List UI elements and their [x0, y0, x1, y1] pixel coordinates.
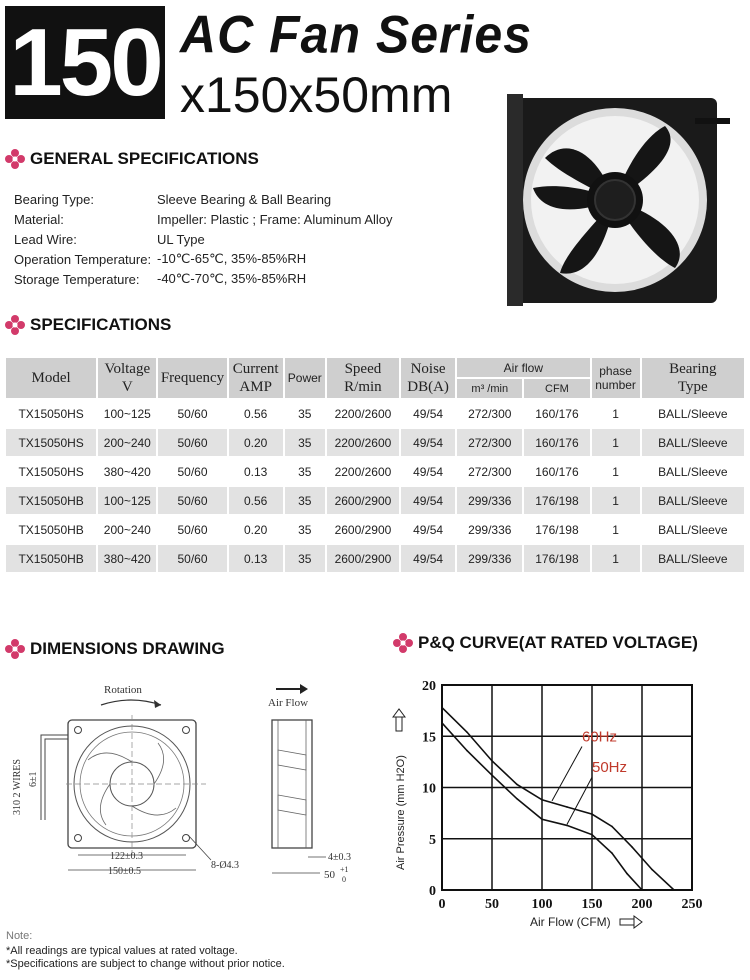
- pq-x-tick-label: 0: [438, 897, 446, 912]
- spec-row-bearing: [14, 189, 393, 209]
- flower-icon: [4, 314, 26, 336]
- pq-x-tick-label: 50: [485, 897, 499, 912]
- col-voltage-unit: V: [121, 379, 133, 395]
- cell-speed: 2200/2600: [327, 429, 399, 456]
- cell-airflow-cfm: 160/176: [524, 429, 589, 456]
- cell-phase: 1: [612, 522, 619, 537]
- pq-x-tick-label: 100: [531, 897, 553, 912]
- cell-bearing: BALL/Sleeve: [658, 406, 728, 421]
- cell-frequency: 50/60: [177, 464, 208, 479]
- col-airflow: Air flow: [457, 358, 589, 377]
- pq-series-label: 50Hz: [592, 759, 628, 777]
- depth-small-label: 4±0.3: [328, 852, 351, 863]
- spec-value: Impeller: Plastic ; Frame: Aluminum Alloy: [157, 211, 393, 227]
- pq-x-tick-label: 250: [681, 897, 703, 912]
- cell-noise: 49/54: [401, 487, 455, 514]
- rotation-label: Rotation: [104, 684, 142, 696]
- general-specs-list: [14, 189, 393, 289]
- pq-series-label: 60Hz: [582, 728, 618, 746]
- cell-phase: 1: [592, 429, 640, 456]
- cell-phase: 1: [612, 464, 619, 479]
- pq-point: [541, 818, 543, 820]
- pq-leader-line: [552, 747, 582, 801]
- cell-speed: 2600/2900: [334, 522, 392, 537]
- cell-frequency: 50/60: [158, 545, 226, 572]
- cell-power: 35: [285, 487, 325, 514]
- spec-table-body: [6, 400, 744, 572]
- flower-icon: [4, 638, 26, 660]
- pq-point: [611, 852, 613, 854]
- cell-power: 35: [298, 406, 312, 421]
- pq-point: [541, 799, 543, 801]
- pq-y-tick-label: 15: [422, 730, 436, 746]
- pq-chart: [380, 660, 745, 935]
- spec-table: [4, 356, 746, 574]
- pq-x-tick-label: 200: [631, 897, 653, 912]
- col-speed-label: Speed: [344, 361, 382, 377]
- cell-current: 0.20: [229, 429, 283, 456]
- col-current: [229, 358, 283, 398]
- table-row: [6, 545, 744, 572]
- cell-frequency: 50/60: [158, 429, 226, 456]
- cell-speed: 2600/2900: [327, 545, 399, 572]
- cell-voltage: 200~240: [98, 429, 156, 456]
- col-speed: [327, 358, 399, 398]
- pq-y-tick-label: 20: [422, 679, 436, 694]
- cell-frequency: 50/60: [177, 522, 208, 537]
- cell-speed: 2200/2600: [334, 464, 392, 479]
- cell-phase: 1: [592, 487, 640, 514]
- col-bearing: [642, 358, 744, 398]
- pq-point: [673, 889, 675, 891]
- cell-voltage: 380~420: [103, 464, 151, 479]
- notes: [6, 930, 285, 971]
- cell-power: 35: [298, 522, 312, 537]
- spec-label: Lead Wire:: [14, 231, 77, 247]
- pq-point: [466, 731, 468, 733]
- general-specs-title: GENERAL SPECIFICATIONS: [30, 149, 259, 168]
- spec-label: Operation Temperature:: [14, 251, 152, 267]
- cell-noise: 49/54: [401, 429, 455, 456]
- pq-leader-line: [567, 777, 592, 824]
- col-current-unit: AMP: [239, 379, 272, 395]
- pq-point: [591, 834, 593, 836]
- cell-noise: 49/54: [413, 464, 444, 479]
- col-voltage: [98, 358, 156, 398]
- pq-point: [566, 825, 568, 827]
- dimensions-title: DIMENSIONS DRAWING: [30, 639, 225, 658]
- cell-current: 0.56: [229, 487, 283, 514]
- cell-power: 35: [285, 545, 325, 572]
- pq-title: P&Q CURVE(AT RATED VOLTAGE): [418, 633, 698, 652]
- inner-width-label: 122±0.3: [110, 851, 143, 862]
- cell-phase: 1: [612, 406, 619, 421]
- general-specs-heading: [4, 148, 259, 170]
- cell-model: TX15050HS: [6, 429, 96, 456]
- cell-model: TX15050HS: [18, 406, 84, 421]
- spec-label: Material:: [14, 211, 64, 227]
- notes-label: Note:: [6, 930, 33, 942]
- cell-frequency: 50/60: [158, 487, 226, 514]
- x-arrow-icon: [620, 916, 642, 928]
- cell-airflow-cfm: 160/176: [535, 406, 579, 421]
- fan-product-photo: [505, 88, 730, 333]
- cell-model: TX15050HB: [18, 522, 84, 537]
- cell-power: 35: [298, 464, 312, 479]
- cell-airflow-m3: 299/336: [468, 522, 512, 537]
- pq-point: [491, 760, 493, 762]
- cell-power: 35: [285, 429, 325, 456]
- cell-voltage: 100~125: [98, 487, 156, 514]
- cell-bearing: BALL/Sleeve: [658, 464, 728, 479]
- pq-point: [441, 707, 443, 709]
- pq-point: [626, 873, 628, 875]
- col-phase: [592, 358, 640, 398]
- spec-row-storage-temp: [14, 269, 393, 289]
- pq-series-line: [442, 708, 674, 890]
- cell-airflow-m3: 272/300: [468, 464, 512, 479]
- cell-phase: 1: [592, 545, 640, 572]
- cell-airflow-m3: 299/336: [457, 487, 522, 514]
- pq-x-axis-label: Air Flow (CFM): [530, 915, 611, 929]
- flower-icon: [392, 632, 414, 654]
- cell-noise: 49/54: [413, 522, 444, 537]
- pq-point: [441, 722, 443, 724]
- pq-point: [516, 798, 518, 800]
- spec-label: Storage Temperature:: [14, 271, 140, 287]
- cell-voltage: 380~420: [98, 545, 156, 572]
- cell-airflow-m3: 299/336: [457, 545, 522, 572]
- spec-row-operation-temp: [14, 249, 393, 269]
- cell-bearing: BALL/Sleeve: [642, 429, 744, 456]
- pq-heading: [392, 632, 698, 654]
- cell-model: TX15050HB: [6, 487, 96, 514]
- spec-row-material: [14, 209, 393, 229]
- col-bearing-unit: Type: [677, 379, 708, 395]
- cell-bearing: BALL/Sleeve: [642, 487, 744, 514]
- col-airflow-cfm: CFM: [524, 379, 589, 398]
- cell-airflow-cfm: 160/176: [535, 464, 579, 479]
- size-badge: 150: [5, 6, 165, 119]
- holes-label: 8-Ø4.3: [211, 860, 240, 871]
- table-row: [6, 487, 744, 514]
- table-row: [6, 400, 744, 427]
- series-size: x150x50mm: [180, 67, 453, 123]
- pq-point: [611, 826, 613, 828]
- pq-x-tick-label: 150: [581, 897, 603, 912]
- spec-value: -40℃-70℃, 35%-85%RH: [157, 271, 307, 286]
- col-noise-label: Noise: [410, 361, 446, 377]
- cell-frequency: 50/60: [177, 406, 208, 421]
- spec-row-lead-wire: [14, 229, 393, 249]
- cell-voltage: 200~240: [103, 522, 151, 537]
- col-bearing-label: Bearing: [669, 361, 717, 377]
- pq-point: [631, 846, 633, 848]
- cell-noise: 49/54: [401, 545, 455, 572]
- cell-current: 0.13: [229, 545, 283, 572]
- depth-tol-minus: 0: [342, 875, 346, 884]
- wires-label: 310 2 WIRES: [12, 759, 23, 815]
- pq-point: [641, 889, 643, 891]
- cell-current: 0.13: [243, 464, 268, 479]
- pq-y-tick-label: 0: [429, 884, 436, 899]
- note-line: *Specifications are subject to change without prior notice.: [6, 958, 285, 970]
- pq-point: [516, 784, 518, 786]
- table-row: [6, 458, 744, 485]
- col-phase-label: phase: [599, 364, 632, 378]
- cell-bearing: BALL/Sleeve: [642, 545, 744, 572]
- cell-speed: 2600/2900: [327, 487, 399, 514]
- cell-airflow-cfm: 176/198: [524, 487, 589, 514]
- pq-y-tick-label: 10: [422, 781, 436, 797]
- cell-bearing: BALL/Sleeve: [658, 522, 728, 537]
- pq-point: [651, 869, 653, 871]
- pq-point: [566, 806, 568, 808]
- series-title: AC Fan Series: [180, 5, 533, 64]
- col-current-label: Current: [232, 361, 279, 377]
- col-noise: [401, 358, 455, 398]
- pq-y-axis-label: Air Pressure (mm H2O): [395, 755, 407, 870]
- outer-width-label: 150±0.5: [108, 866, 141, 877]
- pq-point: [591, 813, 593, 815]
- airflow-label: Air Flow: [268, 697, 309, 709]
- cell-current: 0.56: [243, 406, 268, 421]
- col-power: Power: [285, 358, 325, 398]
- cell-speed: 2200/2600: [334, 406, 392, 421]
- cell-airflow-m3: 272/300: [468, 406, 512, 421]
- spec-label: Bearing Type:: [14, 191, 94, 207]
- rotation-arrow-icon: [101, 700, 161, 705]
- cell-voltage: 100~125: [103, 406, 151, 421]
- col-phase-unit: number: [595, 378, 636, 392]
- depth-total-label: 50: [324, 869, 335, 881]
- pq-series: [441, 707, 675, 891]
- dimensions-drawing: [6, 675, 376, 895]
- col-speed-unit: R/min: [344, 379, 382, 395]
- depth-tol-plus: +1: [340, 865, 349, 874]
- col-frequency: Frequency: [158, 358, 226, 398]
- pq-point: [466, 750, 468, 752]
- cell-airflow-m3: 272/300: [457, 429, 522, 456]
- specs-title: SPECIFICATIONS: [30, 315, 172, 334]
- y-arrow-icon: [393, 709, 405, 731]
- spec-value: UL Type: [157, 231, 205, 247]
- flower-icon: [4, 148, 26, 170]
- cell-model: TX15050HB: [6, 545, 96, 572]
- col-noise-unit: DB(A): [407, 379, 449, 395]
- cell-noise: 49/54: [413, 406, 444, 421]
- table-row: [6, 516, 744, 543]
- cell-model: TX15050HS: [18, 464, 84, 479]
- cell-airflow-cfm: 176/198: [524, 545, 589, 572]
- pq-y-tick-label: 5: [429, 832, 436, 848]
- col-airflow-m3: m³ /min: [457, 379, 522, 398]
- wire-tolerance-label: 6±1: [28, 771, 39, 787]
- dimensions-heading: [4, 638, 225, 660]
- cell-current: 0.20: [243, 522, 268, 537]
- pq-grid: [442, 685, 692, 890]
- pq-point: [491, 774, 493, 776]
- specs-heading: [4, 314, 171, 336]
- col-voltage-label: Voltage: [104, 361, 151, 377]
- spec-value: -10℃-65℃, 35%-85%RH: [157, 251, 307, 266]
- spec-value: Sleeve Bearing & Ball Bearing: [157, 191, 332, 207]
- note-line: *All readings are typical values at rated voltage.: [6, 945, 238, 957]
- col-model: Model: [6, 358, 96, 398]
- table-row: [6, 429, 744, 456]
- cell-airflow-cfm: 176/198: [535, 522, 579, 537]
